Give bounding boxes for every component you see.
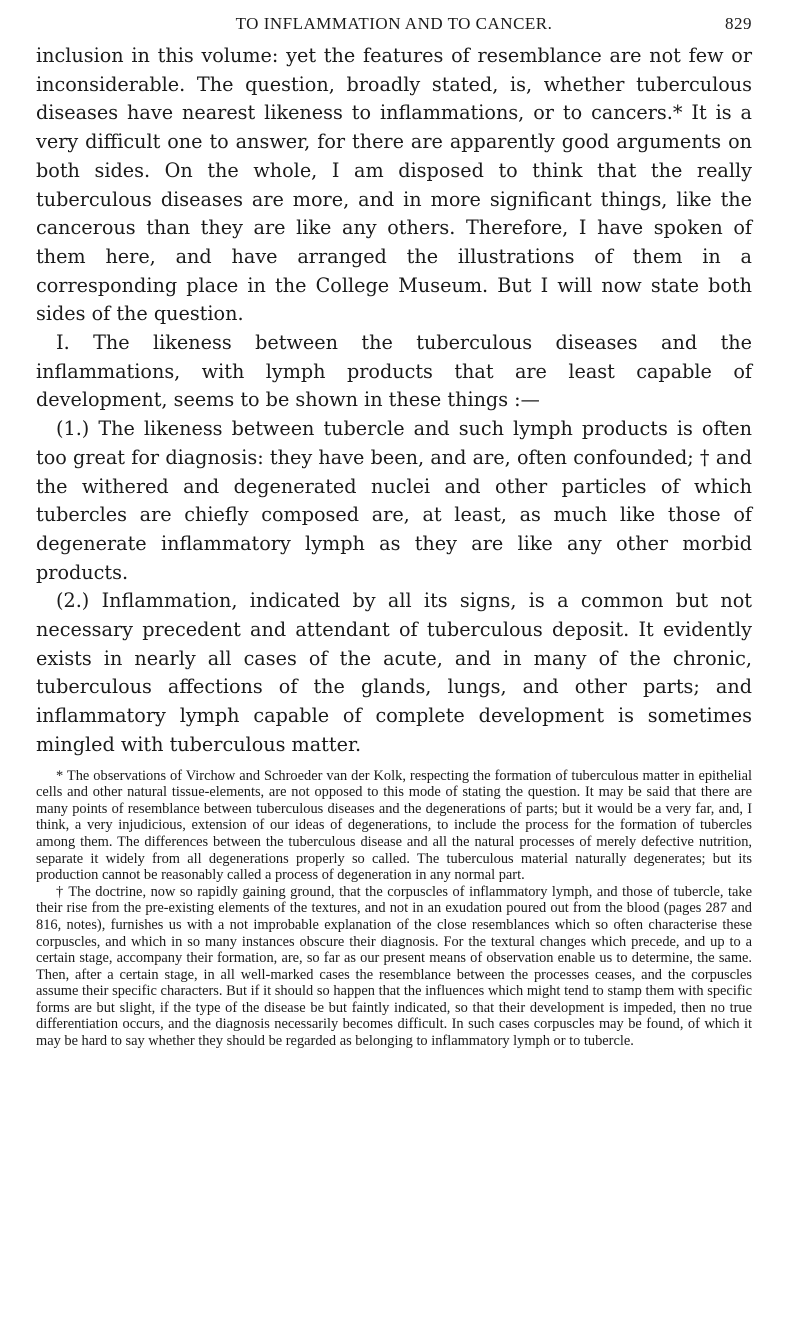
page-number: 829 (725, 14, 752, 33)
footnote: † The doctrine, now so rapidly gaining ground, that the corpuscles of inflammatory lymph, and those of tubercle, take their rise from the pre-existing elements of the textures, and not in an exudation poured out from the blood (pages 287 and 816, notes), furnishes us with a not improbable explanation of the close resemblances which so often characterise these corpuscles, and which in so many instances obscure their diagnosis. For the textural changes which precede, and up to a certain stage, accompany their formation, are, so far as our present means of observation enable us to determine, the same. Then, after a certain stage, in all well-marked cases the resemblance between the processes ceases, and the corpuscles assume their specific characters. But if it should so happen that the influences which might tend to stamp them with specific forms are but slight, if the type of the disease be but faintly indicated, so that their development is impeded, then no true differentiation occurs, and the diagnosis necessarily becomes difficult. In such cases corpuscles may be found, of which it may be hard to say whether they should be regarded as belonging to inflammatory lymph or to tubercle. (36, 883, 752, 1050)
running-head (36, 0, 752, 42)
paragraph: (1.) The likeness between tubercle and such lymph products is often too great for diagnosis: they have been, and are, often confounded; † and the withered and degenerated nuclei and other particles of which tubercles are chiefly composed are, at least, as much like those of degenerate inflammatory lymph as they are like any other morbid products. (36, 417, 752, 584)
paragraph: inclusion in this volume: yet the features of resemblance are not few or inconsiderable. The question, broadly stated, is, whether tuberculous diseases have nearest likeness to inflammations, or to cancers.* It is a very difficult one to answer, for there are apparently good arguments on both sides. On the whole, I am disposed to think that the really tuberculous diseases are more, and in more significant things, like the cancerous than they are like any others. Therefore, I have spoken of them here, and have arranged the illustrations of them in a corresponding place in the College Museum. But I will now state both sides of the question. (36, 44, 752, 326)
body-text (36, 42, 752, 760)
paragraph: (2.) Inflammation, indicated by all its signs, is a common but not necessary precedent and attendant of tuberculous deposit. It evidently exists in nearly all cases of the acute, and in many of the chronic, tuberculous affections of the glands, lungs, and other parts; and inflammatory lymph capable of complete development is sometimes mingled with tuberculous matter. (36, 589, 752, 756)
footnotes (36, 768, 752, 1050)
book-page (36, 0, 752, 1050)
running-head-title: TO INFLAMMATION AND TO CANCER. (235, 14, 553, 33)
paragraph: I. The likeness between the tuberculous diseases and the inflammations, with lymph products that are least capable of development, seems to be shown in these things :— (36, 331, 752, 412)
footnote: * The observations of Virchow and Schroeder van der Kolk, respecting the formation of tuberculous matter in epithelial cells and other natural tissue-elements, are not opposed to this mode of stating the question. It may be said that there are many points of resemblance between tuberculous diseases and the degenerations of parts; but it would be a very far, and, I think, a very injudicious, extension of our ideas of degenerations, to include the process for the formation of tubercles among them. The differences between the tuberculous disease and all the natural processes of merely defective nutrition, separate it widely from all degenerations properly so called. The tuberculous material naturally degenerates; but its production cannot be reasonably called a process of degeneration in any normal part. (36, 767, 752, 884)
